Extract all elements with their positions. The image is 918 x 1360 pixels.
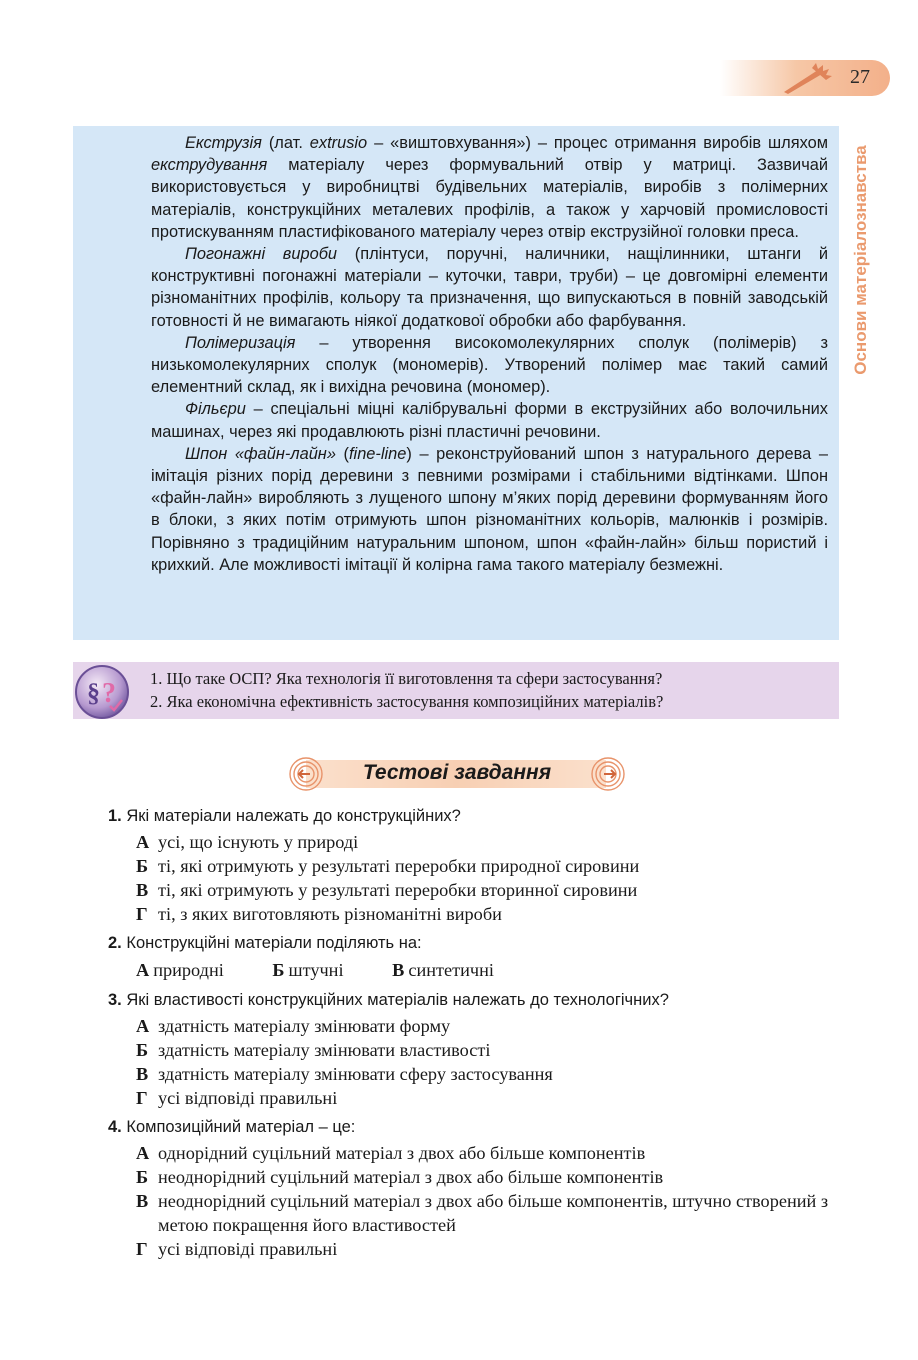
review-question: 1. Що таке ОСП? Яка технологія її виготовлення та сфери застосування? bbox=[150, 669, 663, 688]
glossary-text-part: матеріалу через формувальний отвір у матриці. Зазвичай використовується у виробництві будівельних матеріалів, виробів з полімерних матеріалів, конструкційних металевих профілів, а також у харчовій промисловості протискуванням пластифікованого матеріалу через отвір екструзійної головки преса. bbox=[151, 156, 828, 241]
option-letter: Б bbox=[136, 1167, 149, 1187]
option-letter: Г bbox=[136, 1239, 148, 1259]
side-section-title bbox=[846, 120, 876, 400]
side-title-text: Основи матеріалознавства bbox=[851, 145, 870, 375]
svg-text:§: § bbox=[87, 678, 100, 707]
question-text bbox=[108, 987, 848, 1014]
option-text: здатність матеріалу змінювати властивості bbox=[158, 1040, 491, 1060]
question-body: Конструкційні матеріали поділяють на: bbox=[126, 934, 422, 952]
glossary-text-part: – «виштовхування») – процес отримання виробів шляхом bbox=[367, 134, 828, 152]
answer-option bbox=[136, 878, 848, 902]
answer-option bbox=[392, 957, 494, 983]
glossary-term: Фільєри bbox=[185, 400, 246, 419]
review-question: 2. Яка економічна ефективність застосування композиційних матеріалів? bbox=[150, 692, 664, 711]
answer-options bbox=[136, 1014, 848, 1110]
test-question bbox=[108, 930, 848, 983]
glossary-term: Погонажні вироби bbox=[185, 245, 338, 264]
glossary-entry bbox=[151, 332, 828, 399]
question-text bbox=[108, 1114, 848, 1141]
option-letter: Б bbox=[136, 1040, 149, 1060]
option-letter: В bbox=[136, 1191, 149, 1211]
test-title: Тестові завдання bbox=[362, 761, 552, 784]
answer-option bbox=[136, 1141, 848, 1165]
option-letter: В bbox=[136, 1064, 149, 1084]
option-text: ті, які отримують у результаті переробки природної сировини bbox=[158, 856, 640, 876]
answer-option bbox=[136, 1165, 848, 1189]
question-number: 3. bbox=[108, 991, 122, 1009]
option-letter: В bbox=[136, 880, 149, 900]
glossary-text-part: (лат. bbox=[261, 134, 310, 152]
glossary-entry bbox=[151, 243, 828, 332]
option-text: ті, з яких виготовляють різноманітні вироби bbox=[158, 904, 502, 924]
question-section-icon bbox=[74, 664, 130, 720]
answer-options bbox=[136, 1141, 848, 1261]
option-text: усі, що існують у природі bbox=[158, 832, 359, 852]
saw-blade-icon bbox=[778, 62, 838, 94]
glossary-term: Шпон «файн-лайн» bbox=[185, 444, 336, 463]
question-number: 1. bbox=[108, 807, 122, 825]
option-text: однорідний суцільний матеріал з двох або більше компонентів bbox=[158, 1143, 646, 1163]
answer-option bbox=[136, 902, 848, 926]
glossary-term: Полімеризація bbox=[185, 333, 296, 352]
spiral-right-icon bbox=[590, 756, 626, 792]
glossary-term: екструдування bbox=[151, 156, 268, 175]
glossary-term: Екструзія bbox=[185, 134, 262, 152]
option-letter: А bbox=[136, 1143, 150, 1163]
option-text: природні bbox=[153, 960, 224, 980]
option-text: неоднорідний суцільний матеріал з двох або більше компонентів, штучно створений з метою покращення його властивостей bbox=[158, 1191, 829, 1235]
glossary-text-part: ( bbox=[335, 444, 349, 463]
glossary-text-part: – спеціальні міцні калібрувальні форми в екструзійних або волочильних машинах, через які продавлюють різні пластичні речовини. bbox=[151, 400, 828, 441]
option-letter: Г bbox=[136, 904, 148, 924]
glossary-entry bbox=[151, 398, 828, 442]
glossary-latin: fine-line bbox=[349, 444, 407, 463]
answer-option bbox=[136, 1189, 848, 1237]
answer-option bbox=[136, 1237, 848, 1261]
test-section-header bbox=[288, 756, 626, 792]
question-text bbox=[108, 930, 848, 957]
answer-option bbox=[136, 1062, 848, 1086]
page-number-tab bbox=[720, 60, 890, 96]
option-text: неоднорідний суцільний матеріал з двох або більше компонентів bbox=[158, 1167, 664, 1187]
answer-option bbox=[136, 957, 224, 983]
glossary-latin: extrusio bbox=[309, 134, 368, 152]
glossary-text-part: ) – реконструйований шпон з натурального дерева – імітація різних порід деревини з певними розмірами і стабільними відтінками. Шпон «файн-лайн» виробляють з лущеного шпону м’яких порід деревини формуванням його в блоки, з яких потім отримують шпон різноманітних кольорів, малюнків і розмірів. Порівняно з традиційним натуральним шпоном, шпон «файн-лайн» більш пористий і крихкий. Але можливості імітації й колірна гама такого матеріалу безмежні. bbox=[151, 444, 828, 574]
option-text: синтетичні bbox=[408, 960, 494, 980]
question-body: Композиційний матеріал – це: bbox=[126, 1118, 356, 1136]
glossary-entry bbox=[151, 443, 828, 576]
option-text: усі відповіді правильні bbox=[158, 1088, 338, 1108]
test-question bbox=[108, 987, 848, 1110]
answer-option bbox=[136, 1038, 848, 1062]
glossary-text-part: (плінтуси, поручні, наличники, нащілинники, штанги й конструктивні погонажні матеріали – куточки, таври, труби) – це довгомірні елементи різноманітних профілів, кольору та призначення, що випускаються в повній заводській готовності й не вимагають ніякої додаткової обробки або фарбування. bbox=[151, 245, 828, 330]
answer-option bbox=[272, 957, 343, 983]
answer-options bbox=[136, 830, 848, 926]
svg-text:?: ? bbox=[102, 678, 116, 709]
answer-option bbox=[136, 830, 848, 854]
option-letter: Б bbox=[272, 960, 285, 980]
option-text: здатність матеріалу змінювати сферу застосування bbox=[158, 1064, 553, 1084]
question-number: 2. bbox=[108, 934, 122, 952]
answer-option bbox=[136, 1014, 848, 1038]
question-number: 4. bbox=[108, 1118, 122, 1136]
option-text: здатність матеріалу змінювати форму bbox=[158, 1016, 451, 1036]
question-body: Які матеріали належать до конструкційних? bbox=[126, 807, 461, 825]
option-letter: Г bbox=[136, 1088, 148, 1108]
option-text: штучні bbox=[288, 960, 344, 980]
answer-option bbox=[136, 1086, 848, 1110]
answer-option bbox=[136, 854, 848, 878]
page-number: 27 bbox=[850, 66, 870, 88]
glossary-text-part: – утворення високомолекулярних сполук (полімерів) з низькомолекулярних сполук (мономерів). Утворений полімер має такий самий елементний склад, як і вихідна речовина (мономер). bbox=[151, 333, 828, 397]
option-letter: Б bbox=[136, 856, 149, 876]
review-questions-list bbox=[150, 667, 663, 713]
option-letter: А bbox=[136, 832, 150, 852]
glossary-text bbox=[151, 132, 828, 576]
option-letter: В bbox=[392, 960, 405, 980]
question-body: Які властивості конструкційних матеріалів належать до технологічних? bbox=[126, 991, 669, 1009]
option-letter: А bbox=[136, 1016, 150, 1036]
glossary-box bbox=[73, 126, 839, 640]
test-question bbox=[108, 803, 848, 926]
answer-options bbox=[136, 957, 848, 983]
option-letter: А bbox=[136, 960, 150, 980]
glossary-entry bbox=[151, 132, 828, 243]
test-question bbox=[108, 1114, 848, 1261]
test-questions bbox=[108, 803, 848, 1265]
option-text: ті, які отримують у результаті переробки вторинної сировини bbox=[158, 880, 638, 900]
question-text bbox=[108, 803, 848, 830]
option-text: усі відповіді правильні bbox=[158, 1239, 338, 1259]
